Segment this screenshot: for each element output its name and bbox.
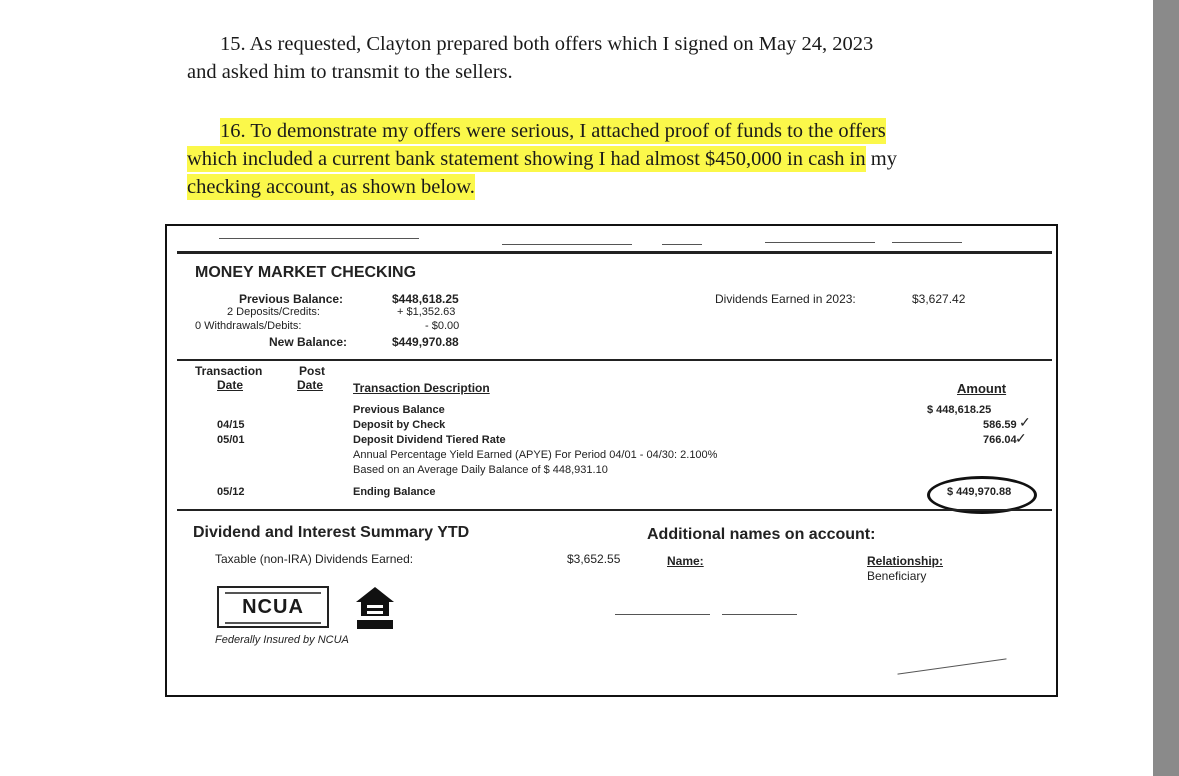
paragraph-15 bbox=[187, 30, 1047, 86]
header-description: Transaction Description bbox=[353, 381, 490, 395]
row-amount: $ 448,618.25 bbox=[927, 404, 992, 416]
section-rule bbox=[177, 359, 1052, 361]
header-transaction: Transaction bbox=[195, 364, 263, 378]
para16-line2-rest: my bbox=[865, 148, 897, 170]
para16-line3: checking account, as shown below. bbox=[187, 176, 475, 198]
scan-dash bbox=[892, 242, 962, 243]
row-desc: Previous Balance bbox=[353, 404, 445, 416]
row-desc: Based on an Average Daily Balance of $ 448,931.10 bbox=[353, 464, 608, 476]
para16-line1: 16. To demonstrate my offers were serious, I attached proof of funds to the offers bbox=[220, 120, 886, 142]
summary-value: $448,618.25 bbox=[392, 292, 459, 306]
scan-dash bbox=[897, 658, 1006, 674]
header-post-date: Date bbox=[297, 378, 324, 392]
ncua-logo-text: NCUA bbox=[242, 596, 304, 618]
summary-value: - $0.00 bbox=[425, 320, 460, 332]
dividends-earned-label: Dividends Earned in 2023: bbox=[715, 292, 856, 306]
equal-housing-icon bbox=[353, 584, 397, 632]
summary-label: Previous Balance: bbox=[239, 292, 344, 306]
para15-line1: 15. As requested, Clayton prepared both offers which I signed on May 24, 2023 bbox=[220, 33, 874, 55]
header-transaction-date: Date bbox=[217, 378, 244, 392]
bank-statement-image bbox=[165, 224, 1058, 697]
summary-value: + $1,352.63 bbox=[397, 306, 456, 318]
ytd-title: Dividend and Interest Summary YTD bbox=[193, 524, 470, 541]
row-date: 04/15 bbox=[217, 419, 245, 431]
para15-line2: and asked him to transmit to the sellers. bbox=[187, 61, 513, 83]
scan-dash bbox=[722, 614, 797, 615]
ytd-value: $3,652.55 bbox=[567, 552, 621, 566]
row-desc: Ending Balance bbox=[353, 486, 436, 498]
additional-names-title: Additional names on account: bbox=[647, 526, 876, 543]
row-date: 05/12 bbox=[217, 486, 245, 498]
dividends-earned-value: $3,627.42 bbox=[912, 292, 966, 306]
scan-dash bbox=[662, 244, 702, 245]
scan-dash bbox=[219, 238, 419, 239]
summary-label: 0 Withdrawals/Debits: bbox=[195, 320, 302, 332]
scan-dash bbox=[615, 614, 710, 615]
row-amount: 766.04 bbox=[983, 434, 1017, 446]
header-post: Post bbox=[299, 364, 326, 378]
check-mark: ✓ bbox=[1015, 430, 1027, 446]
ytd-label: Taxable (non-IRA) Dividends Earned: bbox=[215, 552, 414, 566]
summary-value: $449,970.88 bbox=[392, 335, 459, 349]
section-rule bbox=[177, 509, 1052, 511]
summary-label: New Balance: bbox=[269, 335, 348, 349]
row-amount: 586.59 bbox=[983, 419, 1017, 431]
top-rule bbox=[177, 251, 1052, 254]
scan-dash bbox=[502, 244, 632, 245]
scan-dash bbox=[765, 242, 875, 243]
ending-balance-amount: $ 449,970.88 bbox=[947, 486, 1012, 498]
row-desc: Deposit by Check bbox=[353, 419, 446, 431]
summary-label: 2 Deposits/Credits: bbox=[227, 306, 320, 318]
relationship-header: Relationship: bbox=[867, 554, 944, 568]
row-desc: Deposit Dividend Tiered Rate bbox=[353, 434, 506, 446]
row-desc: Annual Percentage Yield Earned (APYE) For Period 04/01 - 04/30: 2.100% bbox=[353, 449, 718, 461]
account-title: MONEY MARKET CHECKING bbox=[195, 264, 417, 281]
name-header: Name: bbox=[667, 554, 704, 568]
para16-line2-highlight: which included a current bank statement showing I had almost $450,000 in cash in bbox=[187, 148, 866, 170]
check-mark: ✓ bbox=[1019, 414, 1031, 430]
header-amount: Amount bbox=[957, 381, 1007, 396]
paragraph-16 bbox=[187, 117, 1047, 201]
row-date: 05/01 bbox=[217, 434, 245, 446]
ncua-caption: Federally Insured by NCUA bbox=[215, 634, 349, 646]
scrollbar[interactable] bbox=[1153, 0, 1179, 776]
ncua-logo bbox=[217, 586, 329, 628]
relationship-value: Beneficiary bbox=[867, 569, 927, 583]
